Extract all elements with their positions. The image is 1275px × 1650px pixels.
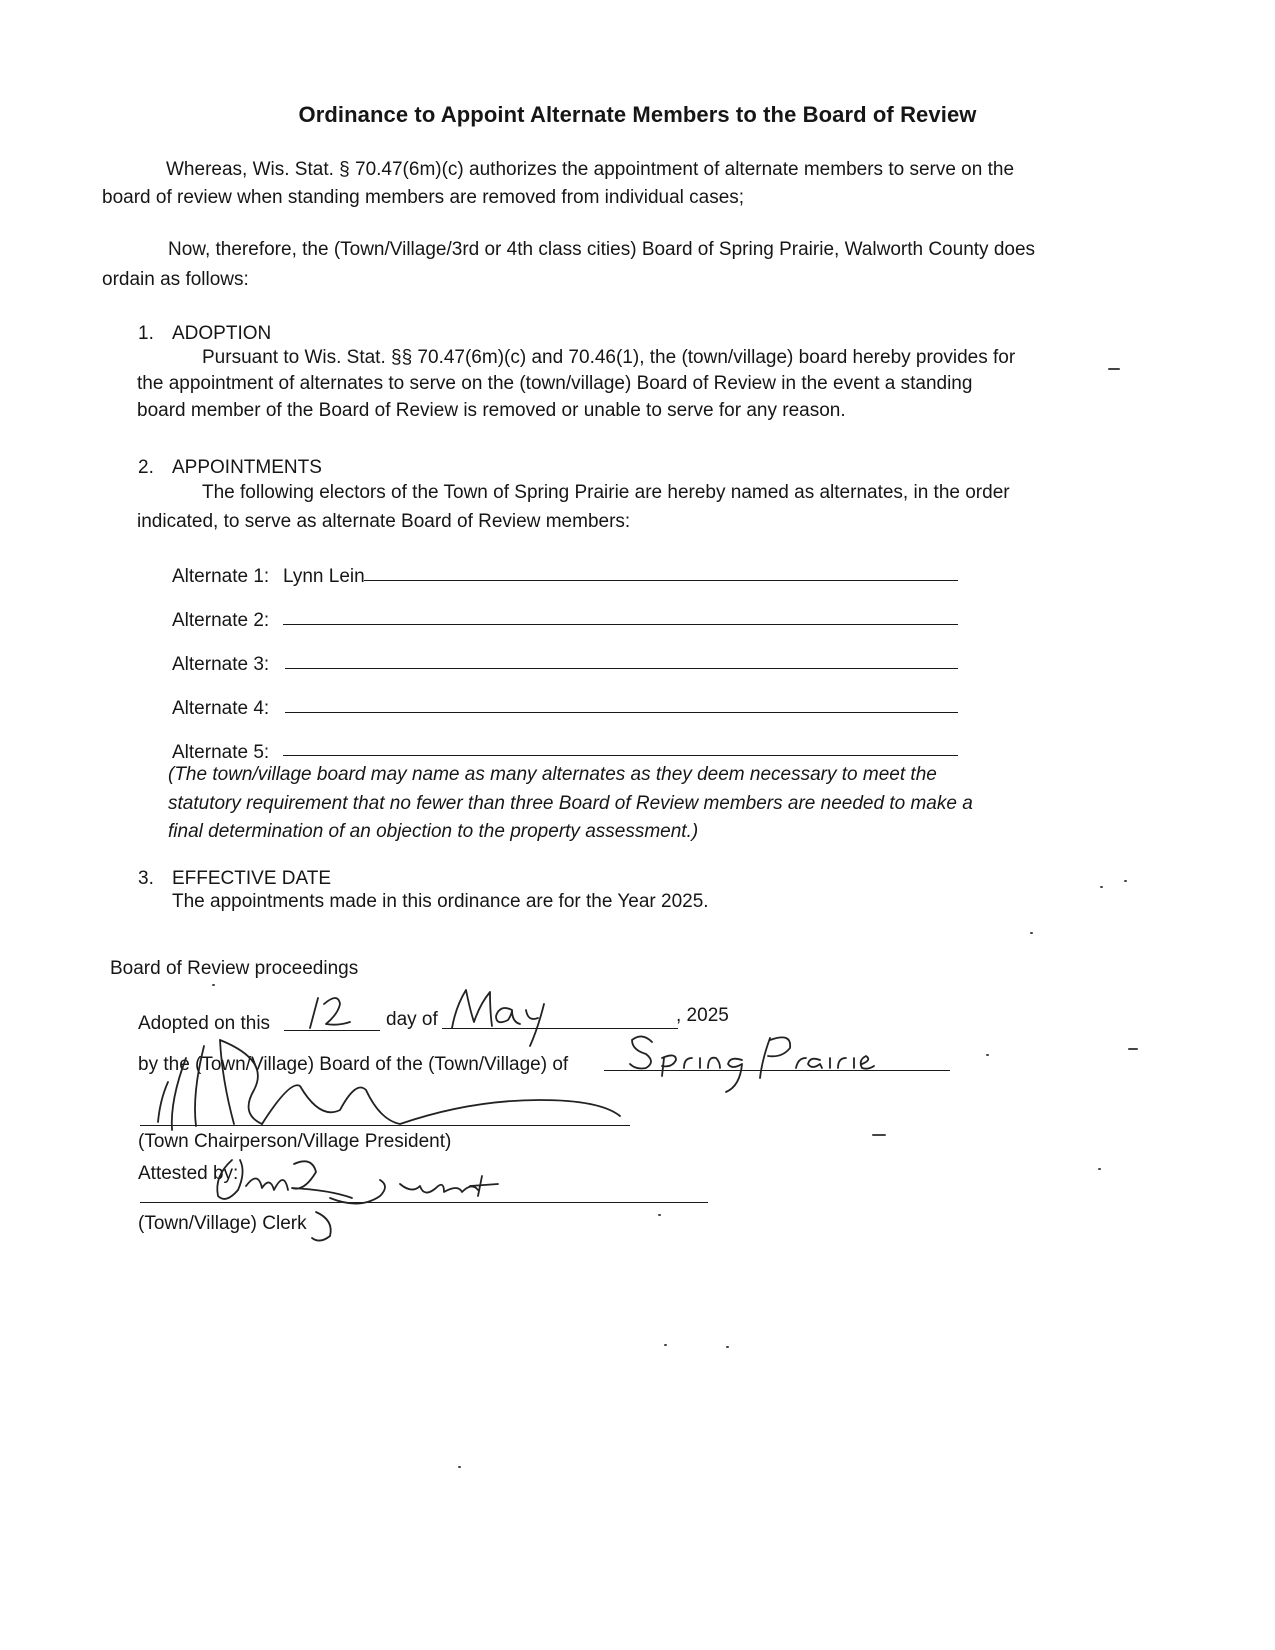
section-2-heading: APPOINTMENTS (172, 457, 322, 478)
alternate-5-label: Alternate 5: (172, 742, 270, 763)
proceedings-heading: Board of Review proceedings (110, 958, 359, 979)
section-1-line: the appointment of alternates to serve on the (town/village) Board of Review in the event a standing (137, 373, 973, 394)
scan-speck (658, 1214, 661, 1216)
section-1-line: board member of the Board of Review is removed or unable to serve for any reason. (137, 400, 846, 421)
now-therefore-line-1: Now, therefore, the (Town/Village/3rd or 4th class cities) Board of Spring Prairie, Walworth County does (168, 239, 1036, 260)
by-the-label: by the (Town/Village) Board of the (Town/Village) of (138, 1054, 569, 1075)
scan-speck (212, 984, 215, 986)
clerk-signature-line (140, 1202, 708, 1203)
scan-speck (986, 1054, 989, 1056)
section-2-number: 2. (138, 457, 154, 478)
scan-speck (726, 1346, 729, 1348)
month-line (442, 1028, 678, 1029)
note-line: (The town/village board may name as many alternates as they deem necessary to meet the (168, 764, 937, 785)
scan-speck (872, 1134, 886, 1136)
handwritten-month (452, 990, 544, 1046)
handwritten-municipality (630, 1036, 874, 1092)
alternate-5-line (283, 755, 958, 756)
section-3-heading: EFFECTIVE DATE (172, 868, 332, 889)
scan-speck (1128, 1048, 1138, 1050)
scan-speck (1108, 368, 1120, 370)
alternate-3-label: Alternate 3: (172, 654, 270, 675)
chair-signature-line (140, 1125, 630, 1126)
section-3-number: 3. (138, 868, 154, 889)
scan-speck (664, 1344, 667, 1346)
document-title: Ordinance to Appoint Alternate Members to the Board of Review (298, 102, 977, 127)
now-therefore-line-2: ordain as follows: (102, 269, 249, 290)
section-1-number: 1. (138, 323, 154, 344)
note-line: final determination of an objection to the property assessment.) (168, 821, 699, 842)
alternate-2-line (283, 624, 958, 625)
municipality-line (604, 1070, 950, 1071)
chair-label: (Town Chairperson/Village President) (138, 1131, 452, 1152)
alternate-3-line (285, 668, 958, 669)
whereas-line-1: Whereas, Wis. Stat. § 70.47(6m)(c) authorizes the appointment of alternate members to serve on the (166, 159, 1015, 180)
scan-speck (1030, 932, 1033, 934)
attested-by-label: Attested by: (138, 1163, 239, 1184)
scan-speck (458, 1466, 461, 1468)
clerk-label: (Town/Village) Clerk (138, 1213, 307, 1234)
section-1-line: Pursuant to Wis. Stat. §§ 70.47(6m)(c) and 70.46(1), the (town/village) board hereby provides for (202, 347, 1016, 368)
section-2-line: indicated, to serve as alternate Board of Review members: (137, 511, 631, 532)
adopted-prefix: Adopted on this (138, 1013, 271, 1034)
scan-speck (1098, 1168, 1101, 1170)
year-label: , 2025 (676, 1005, 729, 1026)
note-line: statutory requirement that no fewer than three Board of Review members are needed to make a (168, 793, 973, 814)
section-2-line: The following electors of the Town of Spring Prairie are hereby named as alternates, in the order (202, 482, 1010, 503)
alternate-1-label: Alternate 1: (172, 566, 270, 587)
section-3-line: The appointments made in this ordinance are for the Year 2025. (172, 891, 709, 912)
section-1-heading: ADOPTION (172, 323, 272, 344)
whereas-line-2: board of review when standing members are removed from individual cases; (102, 187, 745, 208)
alternate-1-name: Lynn Lein (283, 566, 365, 587)
day-line (284, 1030, 380, 1031)
alternate-2-label: Alternate 2: (172, 610, 270, 631)
scan-speck (1100, 886, 1103, 888)
alternate-4-line (285, 712, 958, 713)
alternate-1-line (364, 580, 958, 581)
alternate-4-label: Alternate 4: (172, 698, 270, 719)
scan-speck (1124, 880, 1127, 882)
handwritten-day (310, 998, 350, 1028)
day-of-label: day of (386, 1009, 438, 1030)
